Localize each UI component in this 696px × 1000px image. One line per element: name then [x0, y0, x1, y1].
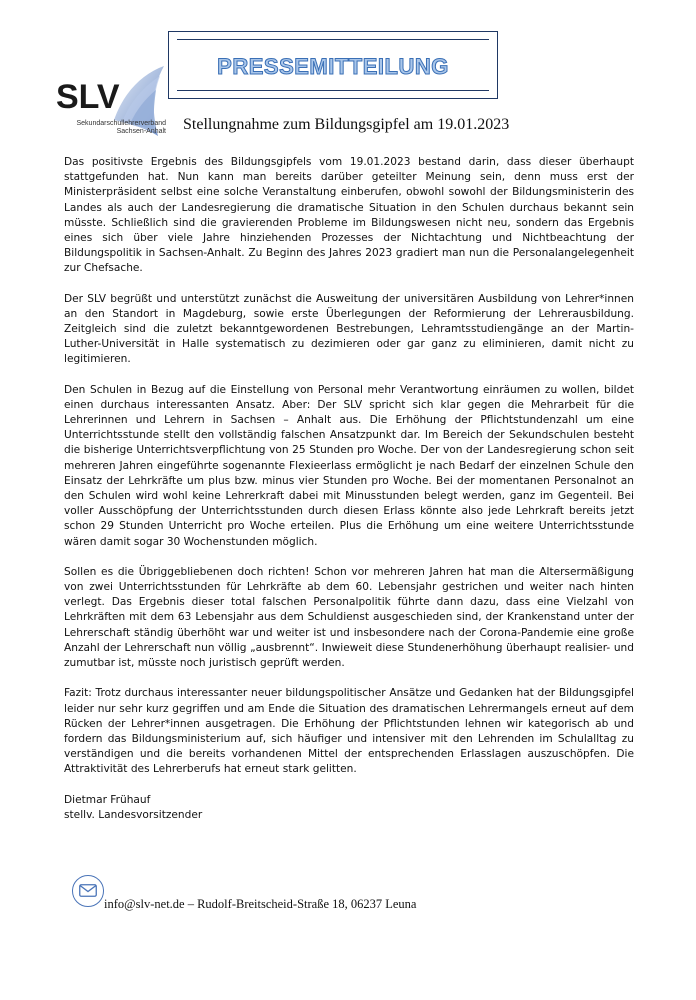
document-subtitle: Stellungnahme zum Bildungsgipfel am 19.01.2023 — [183, 116, 510, 133]
logo-subtitle-line2: Sachsen-Anhalt — [116, 128, 166, 135]
banner-rule-top — [177, 39, 489, 40]
signature-block — [64, 793, 634, 823]
paragraph-5: Fazit: Trotz durchaus interessanter neuer bildungspolitischer Ansätze und Gedanken hat der Bildungsgipfel leider nur sehr kurz gegriffen und am Ende die Situation des dramatischen Lehrermangels erneut auf dem Rücken der Lehrer*innen ausgetragen. Die Erhöhung der Pflichtstunden lehnen wir kategorisch ab und fordern das Bildungsministerium auf, sich häufiger und intensiver mit den Lehrenden im Schulalltag zu verständigen und die bereits vorhandenen Mittel der entsprechenden Erlasslagen auszuschöpfen. Die Attraktivität des Lehrerberufs hat erneut stark gelitten. — [64, 687, 634, 776]
signature-role: stellv. Landesvorsitzender — [64, 808, 203, 821]
press-release-body — [64, 155, 634, 823]
paragraph-2: Der SLV begrüßt und unterstützt zunächst die Ausweitung der universitären Ausbildung von Lehrer*innen an den Standort in Magdeburg, sowie erste Überlegungen der Reformierung der Lehrerausbildung. Zeitgleich sind die zuletzt bekanntgewordenen Bestrebungen, Lehramtsstudiengänge an der Martin-Luther-Universität in Halle systematisch zu dezimieren oder gar ganz zu eliminieren, damit nicht zu legitimieren. — [64, 292, 634, 366]
paragraph-4: Sollen es die Übriggebliebenen doch richten! Schon vor mehreren Jahren hat man die Altersermäßigung von zwei Unterrichtsstunden für Lehrkräfte ab dem 60. Lebensjahr gestrichen und weiter nach hinten verlegt. Das Ergebnis dieser total falschen Personalpolitik führte dann dazu, dass eine Vielzahl von Lehrkräften mit dem 63 Lebensjahr aus dem Schuldienst ausgeschieden sind, der Krankenstand unter der Lehrerschaft ständig überhöht war und weiter ist und insbesondere nach der Corona-Pandemie eine große Anzahl der Lehrerschaft nun völlig „ausbrennt“. Inwieweit diese Stundenerhöhung überhaupt realisier- und zumutbar ist, müsste noch juristisch geprüft werden. — [64, 565, 634, 670]
paragraph-1: Das positivste Ergebnis des Bildungsgipfels vom 19.01.2023 bestand darin, dass dieser überhaupt stattgefunden hat. Nun kann man bereits darüber geteilter Meinung sein, denn muss erst der Ministerpräsident selbst eine solche Veranstaltung einberufen, obwohl sowohl der Bildungsministerin des Landes als auch der Landesregierung die dramatische Situation in den Schulen durchaus bekannt sein müsste. Schließlich sind die gravierenden Probleme im Bildungswesen nicht neu, sondern das Ergebnis eines sich über viele Jahre hinziehenden Prozesses der Nichtachtung und Nichtbeachtung der Bildungspolitik in Sachsen-Anhalt. Zu Beginn des Jahres 2023 gradiert man nun die Personalangelegenheit zur Chefsache. — [64, 156, 634, 275]
paragraph-3: Den Schulen in Bezug auf die Einstellung von Personal mehr Verantwortung einräumen zu wollen, bildet einen durchaus interessanten Ansatz. Aber: Der SLV spricht sich klar gegen die Mehrarbeit für die Lehrerinnen und Lehrern in Sachsen – Anhalt aus. Die Erhöhung der Pflichtstundenzahl um eine Unterrichtsstunde stellt den vollständig falschen Ansatzpunkt dar. Im Bereich der Sekundschulen besteht die bisherige Unterrichtsverpflichtung von 25 Stunden pro Woche. Der von der Landesregierung schon seit mehreren Jahren eingeführte sogenannte Flexieerlass ermöglicht je nach Bedarf der einzelnen Schule den Einsatz der Lehrkräfte um plus bzw. minus vier Stunden pro Woche. Bei der momentanen Personalnot an den Schulen wird wohl keine Lehrerkraft dabei mit Minusstunden belegt werden, ganz im Gegenteil. Bei voller Ausschöpfung der Unterrichtsstunden durch diesen Erlass könnte also jede Lehrkraft bereits jetzt schon 29 Stunden Unterricht pro Woche erteilen. Plus die Erhöhung um eine weitere Unterrichtsstunde wären damit sogar 30 Wochenstunden möglich. — [64, 383, 634, 548]
logo-subtitle — [58, 120, 166, 136]
logo-wordmark: SLV — [56, 78, 120, 116]
slv-logo — [54, 62, 174, 142]
mail-icon[interactable] — [72, 875, 104, 907]
press-release-banner — [168, 31, 498, 99]
logo-subtitle-line1: Sekundarschullehrerverband — [76, 120, 166, 127]
banner-rule-bottom — [177, 90, 489, 91]
footer-contact-text[interactable]: info@slv-net.de – Rudolf-Breitscheid-Straße 18, 06237 Leuna — [104, 897, 417, 911]
banner-title: PRESSEMITTEILUNG — [217, 54, 449, 79]
footer-contact — [72, 875, 472, 915]
signature-name: Dietmar Frühauf — [64, 793, 151, 806]
